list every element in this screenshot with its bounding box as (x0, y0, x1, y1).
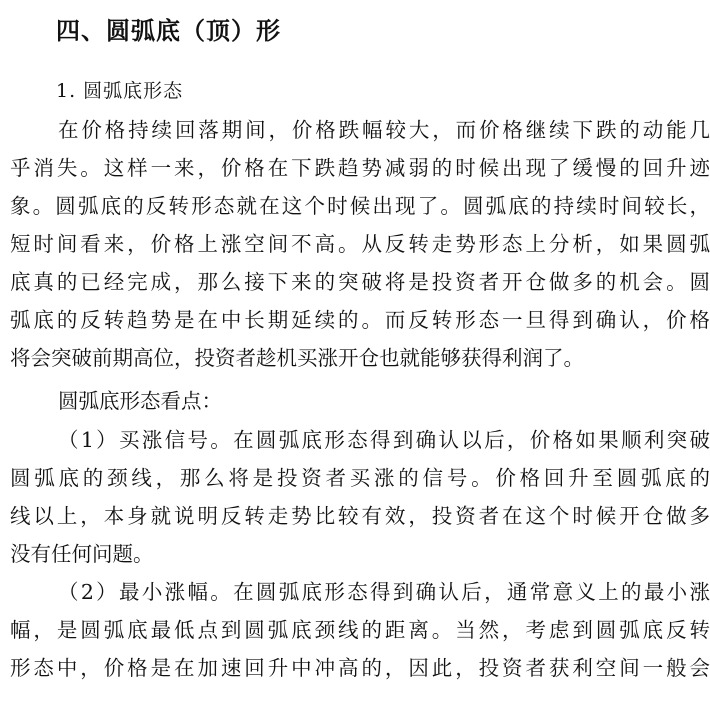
text-line: 幅，是圆弧底最低点到圆弧底颈线的距离。当然，考虑到圆弧底反转 (10, 618, 710, 642)
text-line: 在价格持续回落期间，价格跌幅较大，而价格继续下跌的动能几 (58, 118, 710, 142)
text-line: 乎消失。这样一来，价格在下跌趋势减弱的时候出现了缓慢的回升迹 (10, 156, 710, 180)
text-line: 圆弧底形态看点： (58, 389, 222, 413)
text-line: 线以上，本身就说明反转走势比较有效，投资者在这个时候开仓做多 (10, 504, 710, 528)
paragraph-intro (10, 111, 710, 377)
section-heading: 四、圆弧底（顶）形 (56, 17, 281, 45)
text-line: 圆弧底的颈线，那么将是投资者买涨的信号。价格回升至圆弧底的 (10, 466, 710, 490)
paragraph-buy-signal (10, 421, 710, 573)
subsection-heading: 1. 圆弧底形态 (56, 80, 184, 102)
text-line: 将会突破前期高位，投资者趁机买涨开仓也就能够获得利润了。 (10, 346, 584, 370)
text-line: （1）买涨信号。在圆弧底形态得到确认以后，价格如果顺利突破 (58, 428, 710, 452)
text-line: 形态中，价格是在加速回升中冲高的，因此，投资者获利空间一般会 (10, 656, 710, 680)
text-line: 象。圆弧底的反转形态就在这个时候出现了。圆弧底的持续时间较长， (10, 194, 710, 218)
text-line: （2）最小涨幅。在圆弧底形态得到确认后，通常意义上的最小涨 (58, 580, 710, 604)
text-line: 底真的已经完成，那么接下来的突破将是投资者开仓做多的机会。圆 (10, 270, 710, 294)
text-line: 弧底的反转趋势是在中长期延续的。而反转形态一旦得到确认，价格 (10, 308, 710, 332)
paragraph-key-points-title (10, 382, 710, 420)
text-line: 没有任何问题。 (10, 542, 154, 566)
paragraph-minimum-gain (10, 573, 710, 687)
text-line: 短时间看来，价格上涨空间不高。从反转走势形态上分析，如果圆弧 (10, 232, 710, 256)
